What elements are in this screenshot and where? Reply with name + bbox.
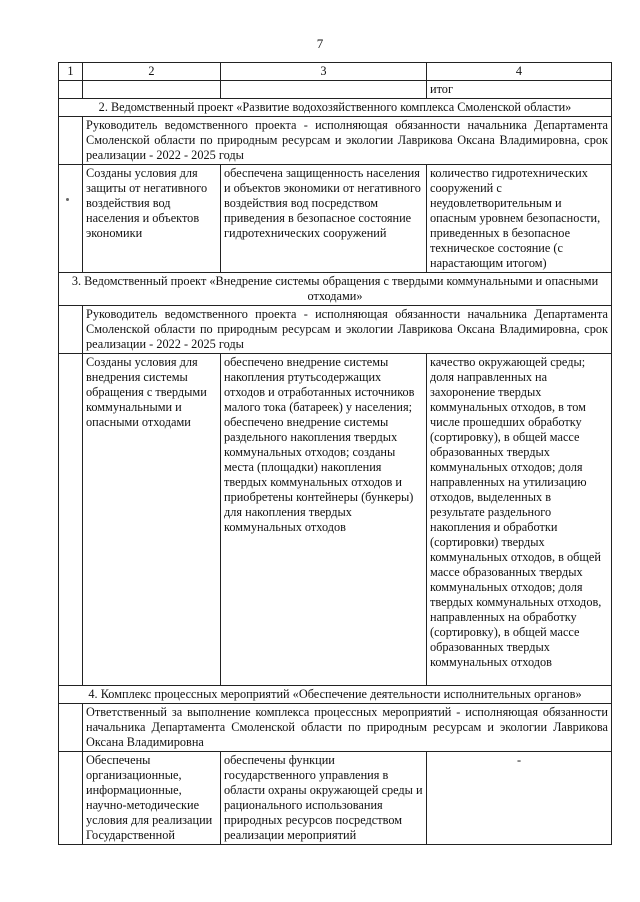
empty-cell [83,81,221,99]
table-row [59,704,612,752]
responsible-cell: Руководитель ведомственного проекта - исполняющая обязанности начальника Департамента Смоленской области по природным ресурсам и экологии Лаврикова Оксана Владимировна, срок реализации - 2022 - 2025 годы [83,306,612,354]
table-row [59,117,612,165]
section-title-row [59,273,612,306]
header-col-1: 1 [59,63,83,81]
task-cell: Созданы условия для защиты от негативного воздействия вод населения и объектов экономики [83,165,221,273]
empty-cell [59,306,83,354]
table-header-row [59,63,612,81]
empty-cell [221,81,427,99]
section-title-row [59,686,612,704]
section-title: 2. Ведомственный проект «Развитие водохозяйственного комплекса Смоленской области» [59,99,612,117]
empty-cell [59,81,83,99]
empty-cell [59,165,83,273]
section-title: 3. Ведомственный проект «Внедрение системы обращения с твердыми коммунальными и опасными отходами» [59,273,612,306]
effect-cell: обеспечено внедрение системы накопления ртутьсодержащих отходов и отработанных источников малого тока (батареек) у населения; обеспечено внедрение системы раздельного накопления твердых коммунальных отходов; созданы места (площадки) накопления твердых коммунальных отходов и приобретены контейнеры (бункеры) для накопления твердых коммунальных отходов [221,354,427,686]
effect-cell: обеспечены функции государственного управления в области охраны окружающей среды и рационального использования природных ресурсов посредством реализации мероприятий [221,752,427,845]
header-col-3: 3 [221,63,427,81]
table-row [59,165,612,273]
table-row [59,306,612,354]
table-row [59,354,612,686]
task-cell: Обеспечены организационные, информационные, научно-методические условия для реализации Государственной [83,752,221,845]
effect-cell: обеспечена защищенность населения и объектов экономики от негативного воздействия вод посредством приведения в безопасное состояние гидротехнических сооружений [221,165,427,273]
responsible-cell: Руководитель ведомственного проекта - исполняющая обязанности начальника Департамента Смоленской области по природным ресурсам и экологии Лаврикова Оксана Владимировна, срок реализации - 2022 - 2025 годы [83,117,612,165]
header-col-2: 2 [83,63,221,81]
empty-cell [59,704,83,752]
continuation-cell: итог [427,81,612,99]
empty-cell [59,752,83,845]
page-number: 7 [316,36,324,51]
section-title: 4. Комплекс процессных мероприятий «Обеспечение деятельности исполнительных органов» [59,686,612,704]
indicator-cell: количество гидротехнических сооружений с неудовлетворительным и опасным уровнем безопасности, приведенных в безопасное техническое состояние (с нарастающим итогом) [427,165,612,273]
table-row [59,752,612,845]
table-row [59,81,612,99]
empty-cell [59,117,83,165]
program-table [58,62,612,845]
indicator-cell: - [427,752,612,845]
section-title-row [59,99,612,117]
indicator-cell: качество окружающей среды; доля направленных на захоронение твердых коммунальных отходов, в том числе прошедших обработку (сортировку), в общей массе образованных твердых коммунальных отходов; доля направленных на утилизацию отходов, выделенных в результате раздельного накопления и обработки (сортировки) твердых коммунальных отходов, в общей массе образованных твердых коммунальных отходов; доля твердых коммунальных отходов, направленных на обработку (сортировку), в общей массе образованных твердых коммунальных отходов [427,354,612,686]
empty-cell [59,354,83,686]
responsible-cell: Ответственный за выполнение комплекса процессных мероприятий - исполняющая обязанности начальника Департамента Смоленской области по природным ресурсам и экологии Лаврикова Оксана Владимировна [83,704,612,752]
header-col-4: 4 [427,63,612,81]
task-cell: Созданы условия для внедрения системы обращения с твердыми коммунальными и опасными отходами [83,354,221,686]
